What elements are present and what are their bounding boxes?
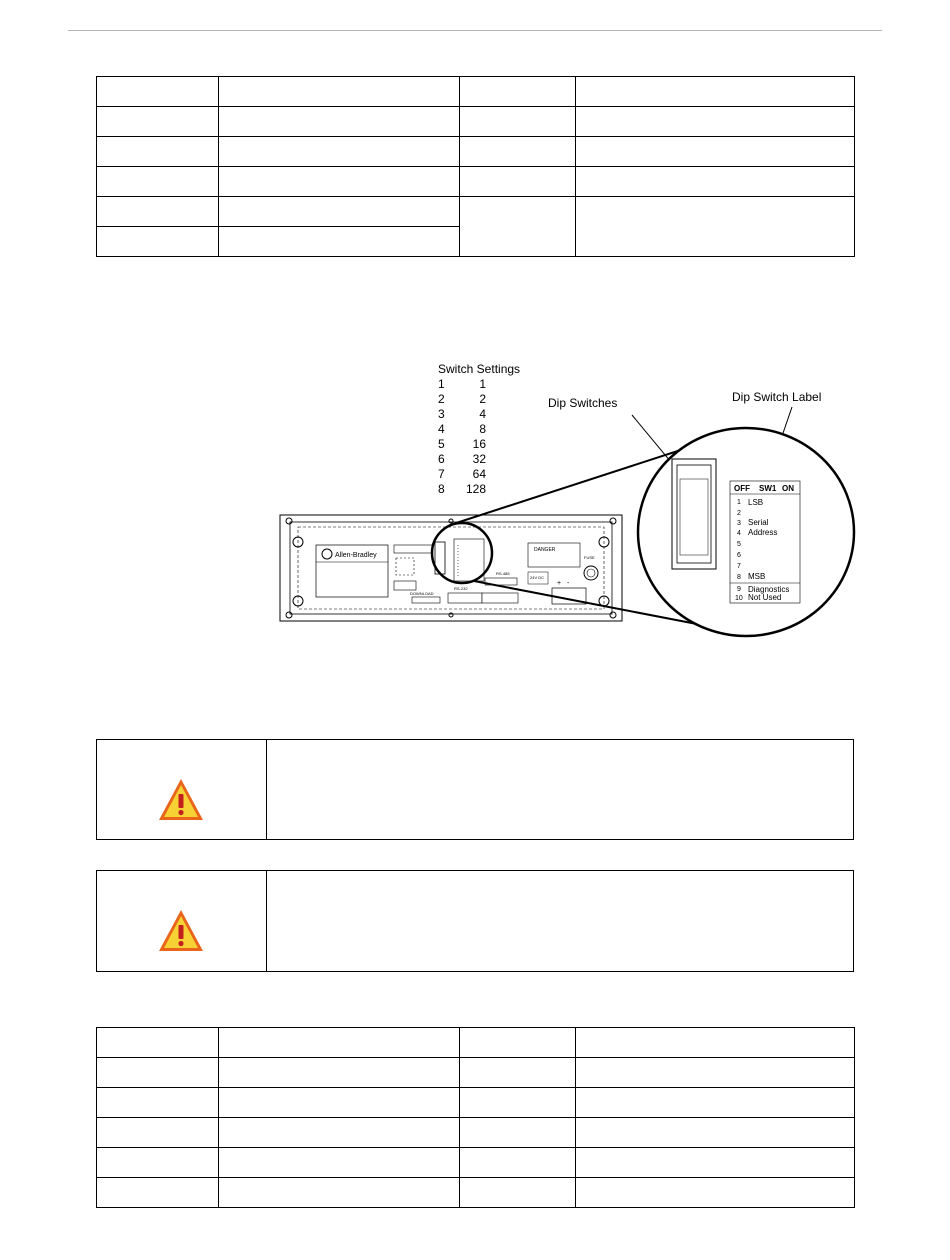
switch-value: 4 bbox=[479, 407, 486, 421]
label-row-text: Not Used bbox=[748, 593, 782, 602]
switch-value: 8 bbox=[479, 422, 486, 436]
table-row bbox=[97, 167, 855, 197]
table-row bbox=[97, 1148, 855, 1178]
power-label: 24V DC bbox=[530, 575, 545, 580]
label-row-num: 7 bbox=[737, 563, 741, 570]
table-row bbox=[97, 1058, 855, 1088]
switch-value: 16 bbox=[472, 437, 486, 451]
switch-number: 8 bbox=[438, 482, 445, 496]
warning-text-cell bbox=[267, 740, 853, 839]
label-row-num: 2 bbox=[737, 510, 741, 517]
table-row bbox=[97, 1028, 855, 1058]
switch-number: 3 bbox=[438, 407, 445, 421]
label-row-num: 1 bbox=[737, 499, 741, 506]
label-row-num: 6 bbox=[737, 552, 741, 559]
header-rule bbox=[68, 30, 882, 31]
table-row bbox=[97, 1088, 855, 1118]
rs232-port bbox=[448, 593, 482, 603]
warning-callout bbox=[96, 739, 854, 840]
switch-settings-title: Switch Settings bbox=[438, 362, 521, 376]
label-row-num: 4 bbox=[737, 530, 741, 537]
switch-value: 128 bbox=[465, 482, 486, 496]
table-row bbox=[97, 1118, 855, 1148]
table-row bbox=[97, 197, 855, 227]
dip-switch-label-label: Dip Switch Label bbox=[732, 390, 822, 404]
label-row-num: 3 bbox=[737, 520, 741, 527]
dip-switch-figure bbox=[270, 355, 870, 645]
download-label: DOWNLOAD bbox=[410, 591, 434, 596]
label-row-text: LSB bbox=[748, 498, 764, 507]
fuse-icon bbox=[584, 566, 598, 580]
warning-triangle-icon bbox=[157, 776, 205, 824]
label-row-num: 9 bbox=[737, 586, 741, 593]
dip-switch-label-panel bbox=[730, 481, 800, 603]
switch-value: 32 bbox=[472, 452, 486, 466]
label-row-text: Serial bbox=[748, 518, 769, 527]
polarity-minus: - bbox=[567, 580, 570, 587]
label-row-text: Address bbox=[748, 528, 778, 537]
switch-number: 4 bbox=[438, 422, 445, 436]
warning-text-cell bbox=[267, 871, 853, 971]
label-row-text: Diagnostics bbox=[748, 585, 790, 594]
table-row bbox=[97, 137, 855, 167]
rs485-label: RS-485 bbox=[496, 571, 510, 576]
switch-number: 7 bbox=[438, 467, 445, 481]
label-row-num: 8 bbox=[737, 574, 741, 581]
download-port bbox=[412, 597, 440, 603]
label-row-num: 5 bbox=[737, 541, 741, 548]
label-row-num: 10 bbox=[735, 595, 743, 602]
ab-logo-icon bbox=[322, 549, 332, 559]
switch-number: 2 bbox=[438, 392, 445, 406]
label-on: ON bbox=[782, 484, 794, 493]
table-row bbox=[97, 77, 855, 107]
table-row bbox=[97, 1178, 855, 1208]
switch-value: 2 bbox=[479, 392, 486, 406]
switch-value: 1 bbox=[479, 377, 486, 391]
brand-label: Allen-Bradley bbox=[335, 552, 377, 559]
label-row-text: MSB bbox=[748, 572, 766, 581]
danger-label: DANGER bbox=[534, 547, 556, 553]
warning-icon-cell bbox=[97, 740, 267, 839]
warning-triangle-icon bbox=[157, 907, 205, 955]
label-off: OFF bbox=[734, 484, 750, 493]
table-row bbox=[97, 107, 855, 137]
device-panel bbox=[280, 515, 622, 621]
switch-settings-list bbox=[438, 377, 486, 496]
dip-switches-label: Dip Switches bbox=[548, 396, 618, 410]
bottom-table bbox=[96, 1027, 855, 1208]
rs232-label: RS-232 bbox=[454, 586, 468, 591]
switch-number: 6 bbox=[438, 452, 445, 466]
polarity-plus: + bbox=[557, 580, 562, 587]
label-sw1: SW1 bbox=[759, 484, 777, 493]
switch-number: 5 bbox=[438, 437, 445, 451]
switch-number: 1 bbox=[438, 377, 445, 391]
switch-value: 64 bbox=[472, 467, 486, 481]
warning-callout bbox=[96, 870, 854, 972]
warning-icon-cell bbox=[97, 871, 267, 971]
top-table bbox=[96, 76, 855, 257]
fuse-label: FUSE bbox=[584, 555, 595, 560]
